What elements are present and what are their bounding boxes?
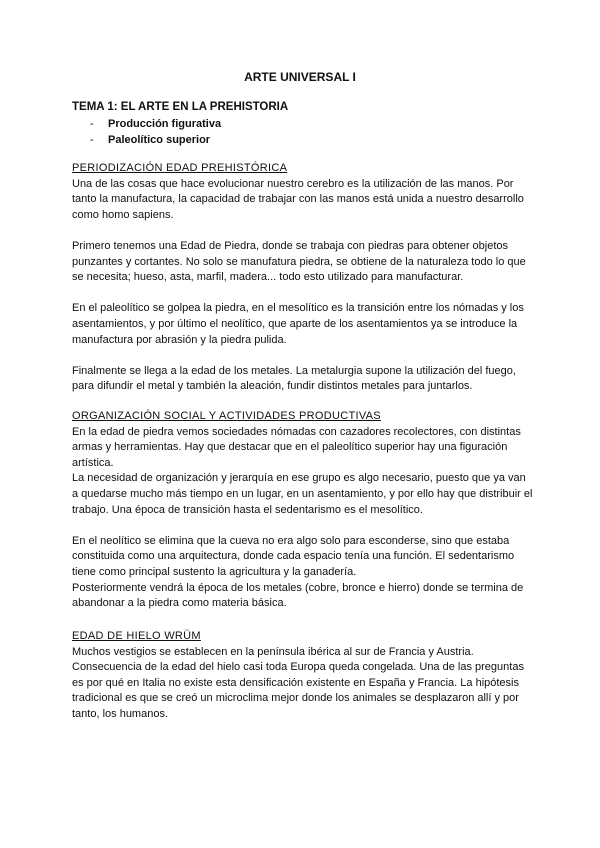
paragraph: Consecuencia de la edad del hielo casi toda Europa queda congelada. Una de las preguntas es por qué en Italia no existe esta densificación existente en España y Francia. La hipótesis tradicional es que se creó un microclima mejor donde los animales se desplazaron allí y por tanto, los humanos. (72, 661, 524, 720)
section-organizacion (72, 409, 534, 612)
paragraph: La necesidad de organización y jerarquía en ese grupo es algo necesario, puesto que ya van a quedarse mucho más tiempo en un lugar, en un asentamiento, y por ello hay que distribuir el trabajo. Una época de transición hasta el sedentarismo es el mesolítico. (72, 472, 533, 516)
topic-heading: TEMA 1: EL ARTE EN LA PREHISTORIA (72, 101, 289, 113)
section-heading: PERIODIZACIÓN EDAD PREHISTÓRICA (72, 162, 288, 174)
paragraph: Primero tenemos una Edad de Piedra, donde se trabaja con piedras para obtener objetos punzantes y cortantes. No solo se manufatura piedra, se obtiene de la naturaleza todo lo que se necesita; hueso, asta, marfil, madera... todo esto utilizado para manufacturar. (72, 239, 526, 284)
section-periodizacion (72, 161, 534, 395)
paragraph: Una de las cosas que hace evolucionar nuestro cerebro es la utilización de las manos. Por tanto la manufactura, la capacidad de trabajar con las manos está unida a nuestro desarrollo como homo sapiens. (72, 177, 524, 221)
section-heading: EDAD DE HIELO WRÜM (72, 630, 201, 642)
bullet-item: - Producción figurativa (90, 116, 221, 132)
section-heading: ORGANIZACIÓN SOCIAL Y ACTIVIDADES PRODUCTIVAS (72, 410, 381, 422)
bullet-item: - Paleolítico superior (90, 132, 221, 148)
paragraph: Muchos vestigios se establecen en la península ibérica al sur de Francia y Austria. (72, 645, 474, 658)
section-edad-hielo (72, 629, 534, 723)
paragraph: En el paleolítico se golpea la piedra, en el mesolítico es la transición entre los nómadas y los asentamientos, y por último el neolítico, que aparte de los asentamientos ya se introduce la manufactura por abrasión y la piedra pulida. (72, 302, 524, 346)
document-title: ARTE UNIVERSAL I (244, 70, 356, 84)
topic-bullet-list (90, 116, 221, 148)
paragraph: En la edad de piedra vemos sociedades nómadas con cazadores recolectores, con distintas armas y herramientas. Hay que destacar que en el paleolítico superior hay una figuración artística. (72, 425, 521, 469)
paragraph: En el neolítico se elimina que la cueva no era algo solo para esconderse, sino que estaba constituida como una arquitectura, donde cada espacio tenía una función. El sedentarismo tiene como principal sustento la agricultura y la ganadería. (72, 534, 515, 578)
paragraph: Posteriormente vendrá la época de los metales (cobre, bronce e hierro) donde se termina de abandonar a la piedra como materia básica. (72, 581, 524, 610)
paragraph: Finalmente se llega a la edad de los metales. La metalurgia supone la utilización del fuego, para difundir el metal y también la aleación, fundir distintos metales para juntarlos. (72, 364, 516, 393)
